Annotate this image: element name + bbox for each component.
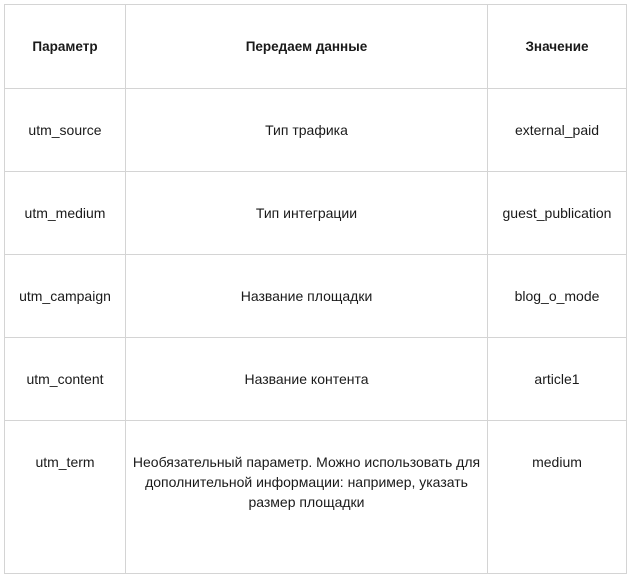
desc-cell: Тип интеграции bbox=[126, 172, 488, 255]
param-cell: utm_medium bbox=[5, 172, 126, 255]
value-cell: guest_publication bbox=[488, 172, 627, 255]
table-row bbox=[5, 255, 627, 338]
header-data: Передаем данные bbox=[126, 5, 488, 89]
desc-cell: Название площадки bbox=[126, 255, 488, 338]
value-cell: blog_o_mode bbox=[488, 255, 627, 338]
value-cell: medium bbox=[488, 421, 627, 574]
param-cell: utm_campaign bbox=[5, 255, 126, 338]
table-row bbox=[5, 421, 627, 574]
desc-cell: Тип трафика bbox=[126, 89, 488, 172]
table-row bbox=[5, 172, 627, 255]
param-cell: utm_term bbox=[5, 421, 126, 574]
header-parameter: Параметр bbox=[5, 5, 126, 89]
utm-parameters-table-container bbox=[4, 4, 626, 544]
desc-cell: Необязательный параметр. Можно использовать для дополнительной информации: например, указать размер площадки bbox=[126, 421, 488, 574]
utm-parameters-table bbox=[4, 4, 627, 574]
table-row bbox=[5, 338, 627, 421]
table-header-row bbox=[5, 5, 627, 89]
desc-cell: Название контента bbox=[126, 338, 488, 421]
value-cell: external_paid bbox=[488, 89, 627, 172]
param-cell: utm_source bbox=[5, 89, 126, 172]
value-cell: article1 bbox=[488, 338, 627, 421]
param-cell: utm_content bbox=[5, 338, 126, 421]
table-row bbox=[5, 89, 627, 172]
header-value: Значение bbox=[488, 5, 627, 89]
